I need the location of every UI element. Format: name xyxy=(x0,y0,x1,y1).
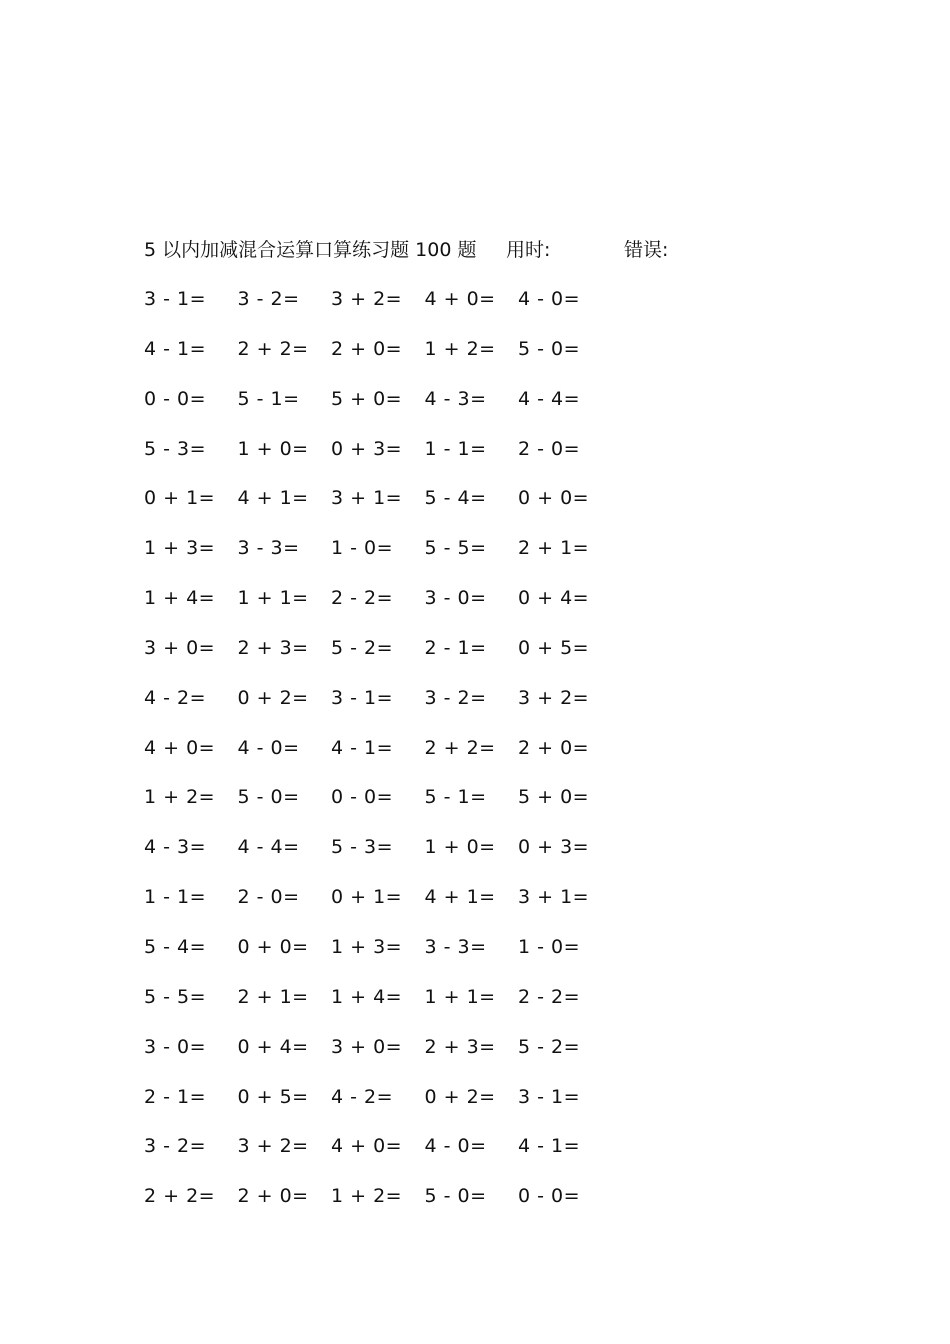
math-problem: 1 + 3= xyxy=(331,935,403,958)
problem-row xyxy=(144,832,624,882)
worksheet-header xyxy=(144,236,844,264)
math-problem: 3 - 2= xyxy=(144,1135,207,1158)
math-problem: 3 + 1= xyxy=(518,886,590,909)
math-problem: 4 + 1= xyxy=(424,886,496,909)
problem-row xyxy=(144,1131,624,1181)
math-problem: 0 - 0= xyxy=(518,1185,581,1208)
math-problem: 5 - 0= xyxy=(237,786,300,809)
math-problem: 2 + 3= xyxy=(237,636,309,659)
math-problem: 5 + 0= xyxy=(331,387,403,410)
math-problem: 0 + 3= xyxy=(518,836,590,859)
math-problem: 3 + 2= xyxy=(331,288,403,310)
math-problem: 2 + 0= xyxy=(518,736,590,759)
math-problem: 2 - 1= xyxy=(144,1085,207,1108)
math-problem: 0 + 5= xyxy=(518,636,590,659)
math-problem: 2 + 0= xyxy=(331,337,403,360)
math-problem: 2 - 0= xyxy=(518,437,581,460)
math-problem: 3 - 2= xyxy=(237,288,300,310)
math-problem: 4 - 4= xyxy=(518,387,581,410)
math-problem: 3 + 1= xyxy=(331,487,403,510)
math-problem: 5 - 5= xyxy=(144,985,207,1008)
math-problem: 5 - 4= xyxy=(424,487,487,510)
problem-row xyxy=(144,932,624,982)
math-problem: 0 + 4= xyxy=(518,587,590,610)
math-problem: 0 - 0= xyxy=(331,786,394,809)
math-problem: 0 + 0= xyxy=(518,487,590,510)
math-problem: 0 + 0= xyxy=(237,935,309,958)
math-problem: 1 + 2= xyxy=(144,786,216,809)
math-problem: 1 + 4= xyxy=(144,587,216,610)
math-problem: 0 + 2= xyxy=(424,1085,496,1108)
problem-row xyxy=(144,583,624,633)
math-problem: 4 + 1= xyxy=(237,487,309,510)
math-problem: 0 + 2= xyxy=(237,686,309,709)
math-problem: 5 - 4= xyxy=(144,935,207,958)
math-problem: 3 - 1= xyxy=(331,686,394,709)
problem-row xyxy=(144,384,624,434)
math-problem: 4 - 1= xyxy=(144,337,207,360)
math-problem: 0 + 4= xyxy=(237,1035,309,1058)
problem-row xyxy=(144,1082,624,1132)
math-problem: 3 - 3= xyxy=(424,935,487,958)
math-problem: 0 + 1= xyxy=(331,886,403,909)
error-count-label: 错误: xyxy=(624,239,669,261)
math-problem: 5 - 2= xyxy=(518,1035,581,1058)
problem-row xyxy=(144,733,624,783)
math-problem: 2 - 2= xyxy=(518,985,581,1008)
math-problem: 1 - 0= xyxy=(331,537,394,560)
math-problem: 5 - 3= xyxy=(331,836,394,859)
math-problem: 0 + 1= xyxy=(144,487,216,510)
math-problem: 5 - 0= xyxy=(518,337,581,360)
math-problem: 0 + 3= xyxy=(331,437,403,460)
problem-row xyxy=(144,284,624,334)
problem-row xyxy=(144,434,624,484)
math-problem: 1 + 3= xyxy=(144,537,216,560)
math-problem: 1 + 2= xyxy=(331,1185,403,1208)
problem-row xyxy=(144,882,624,932)
problem-row xyxy=(144,1032,624,1082)
math-problem: 4 - 0= xyxy=(237,736,300,759)
math-problem: 1 - 1= xyxy=(424,437,487,460)
math-problem: 5 - 3= xyxy=(144,437,207,460)
math-problem: 0 + 5= xyxy=(237,1085,309,1108)
math-problem: 0 - 0= xyxy=(144,387,207,410)
math-problem: 3 - 0= xyxy=(424,587,487,610)
math-problem: 1 - 1= xyxy=(144,886,207,909)
math-problem: 1 + 1= xyxy=(424,985,496,1008)
math-problem: 3 - 1= xyxy=(518,1085,581,1108)
math-problem: 2 - 0= xyxy=(237,886,300,909)
math-problem: 5 + 0= xyxy=(518,786,590,809)
math-problem: 2 + 2= xyxy=(144,1185,216,1208)
math-problem: 2 - 2= xyxy=(331,587,394,610)
math-problem: 1 + 4= xyxy=(331,985,403,1008)
problem-row xyxy=(144,334,624,384)
math-problem: 3 - 1= xyxy=(144,288,207,310)
math-problem: 3 - 2= xyxy=(424,686,487,709)
problem-row xyxy=(144,1181,624,1231)
math-problem: 4 - 2= xyxy=(331,1085,394,1108)
problem-row xyxy=(144,982,624,1032)
math-problem: 4 - 0= xyxy=(424,1135,487,1158)
math-problem: 1 + 2= xyxy=(424,337,496,360)
problem-row xyxy=(144,533,624,583)
math-problem: 5 - 1= xyxy=(237,387,300,410)
math-problem: 5 - 2= xyxy=(331,636,394,659)
math-problem: 1 + 1= xyxy=(237,587,309,610)
math-problem: 2 + 2= xyxy=(237,337,309,360)
math-problem: 2 + 2= xyxy=(424,736,496,759)
math-problem: 3 + 2= xyxy=(518,686,590,709)
problem-row xyxy=(144,683,624,733)
math-problem: 2 - 1= xyxy=(424,636,487,659)
math-problem: 4 - 3= xyxy=(424,387,487,410)
problem-grid xyxy=(144,284,624,1231)
math-problem: 4 - 4= xyxy=(237,836,300,859)
math-problem: 1 + 0= xyxy=(424,836,496,859)
math-problem: 5 - 1= xyxy=(424,786,487,809)
math-problem: 3 - 3= xyxy=(237,537,300,560)
math-problem: 4 + 0= xyxy=(144,736,216,759)
math-problem: 2 + 1= xyxy=(237,985,309,1008)
problem-row xyxy=(144,782,624,832)
math-problem: 4 + 0= xyxy=(331,1135,403,1158)
math-problem: 5 - 0= xyxy=(424,1185,487,1208)
math-problem: 3 + 2= xyxy=(237,1135,309,1158)
math-problem: 2 + 1= xyxy=(518,537,590,560)
math-problem: 3 + 0= xyxy=(331,1035,403,1058)
worksheet-title: 5 以内加减混合运算口算练习题 100 题 xyxy=(144,239,477,261)
math-problem: 2 + 0= xyxy=(237,1185,309,1208)
math-problem: 2 + 3= xyxy=(424,1035,496,1058)
math-problem: 5 - 5= xyxy=(424,537,487,560)
math-problem: 1 - 0= xyxy=(518,935,581,958)
time-used-label: 用时: xyxy=(506,239,551,261)
math-problem: 3 + 0= xyxy=(144,636,216,659)
math-problem: 4 - 3= xyxy=(144,836,207,859)
math-problem: 4 - 0= xyxy=(518,288,581,310)
math-problem: 1 + 0= xyxy=(237,437,309,460)
problem-row xyxy=(144,483,624,533)
math-problem: 4 - 1= xyxy=(518,1135,581,1158)
math-problem: 4 - 2= xyxy=(144,686,207,709)
math-problem: 4 + 0= xyxy=(424,288,496,310)
math-problem: 3 - 0= xyxy=(144,1035,207,1058)
math-problem: 4 - 1= xyxy=(331,736,394,759)
problem-row xyxy=(144,633,624,683)
